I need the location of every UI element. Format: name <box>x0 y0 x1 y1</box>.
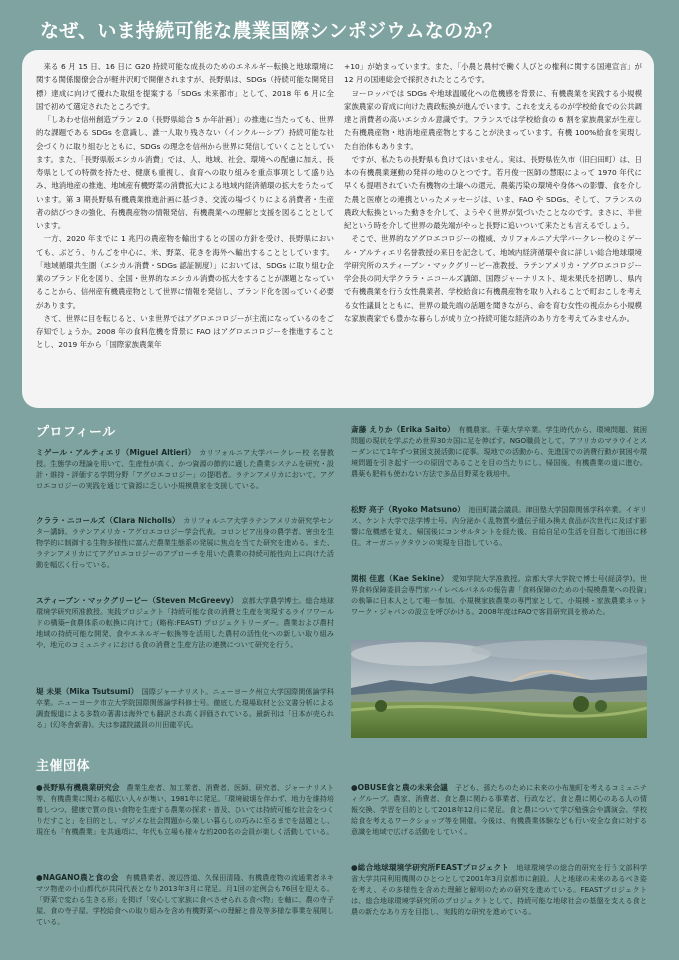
intro-paragraph: +10」が始まっています。また、「小農と農村で働く人びとの権利に関する国連宣言」が 12 月の国連総会で採択されたところです。 <box>344 62 642 85</box>
organizer-entry <box>36 872 334 927</box>
organizer-entry <box>36 782 334 837</box>
intro-paragraph: 一方、2020 年までに 1 兆円の農産物を輸出するとの国の方針を受け、長野県においても、ぶどう、りんごを中心に、米、野菜、花きを海外へ輸出することとしています。「地域循環共生圏（エシカル消費・SDGs 認証制度）」においては、SDGs に取り組む企業のブランド化を図り、全国・世界的なエシカル消費の拡大をすることが課題となっていることから、信州産有機農産物として世界に情報を発信し、ブランド化を図っていく必要があります。 <box>36 234 334 310</box>
organizer-name: ●総合地球環境学研究所FEASTプロジェクト <box>351 863 510 872</box>
profile-entry <box>351 504 647 548</box>
organizer-name: ●NAGANO農と食の会 <box>36 873 119 882</box>
organizer-name: ●長野県有機農業研究会 <box>36 783 120 792</box>
profile-name: 堤 未果（Mika Tsutsumi） <box>36 687 135 696</box>
organizer-text: 有機農業者、渡辺啓道、久保田清隆、有機農産物の流通業者ネキマツ物産の小山都代が共同代表となり2013年3月に発足。月1回の定例会も76回を迎える。「野菜で変わる生きる形」を掲げ「安心して家族に食べさせられる食べ物」を軸に、農の寺子屋、食の寺子屋、学校給食への取り組みを含め有機野菜への理解と普及等多様な事業を展開している。 <box>36 873 335 927</box>
organizer-entry <box>351 782 647 837</box>
profile-text: 愛知学院大学准教授。京都大学大学院で博士号(経済学)。世界食料保障委員会専門家ハイレベルパネルの報告書「食料保障のための小規模農業への投資」の執筆に日本人として唯一参加。小規模家族農業の専門家として、小規模・家族農業ネットワーク・ジャパンの設立を呼びかける。2008年度はFAOで客員研究員を務めた。 <box>351 574 647 617</box>
organizer-text: 地球環境学の総合的研究を行う文部科学省大学共同利用機関のひとつとして2001年3月京都市に創設。人と地球の未来のあるべき姿を考え、その多様性を含めた理解と解明のための研究を進めている。FEASTプロジェクトは、総合地球環境学研究所のプロジェクトとして、持続可能な地球社会の基盤を支える食と農の新たなあり方を目指し、実践的な研究を進めている。 <box>351 863 648 917</box>
profile-entry <box>36 447 334 491</box>
profile-text: カリフォルニア大学ラテンアメリカ研究学センター講師。ラテンアメリカ・アグロエコロジー学会代表。コロンビア出身の農学者。害虫を生物学的に制御する生物多様性に富んだ農業生態系の発展に焦点を当てた研究を進める。また、ラテンアメリカにてアグロエコロジーのアプローチを用いた農業の持続可能性向上に向けた活動を幅広く行っている。 <box>36 516 334 570</box>
profile-name: クララ・ニコールズ（Clara Nicholls） <box>36 516 176 525</box>
intro-paragraph: ヨーロッパでは SDGs や地球温暖化への危機感を背景に、有機農業を実践する小規模家族農家の育成に向けた農政転換が進んでいます。これを支えるのが学校給食での公共調達と消費者の高いエシカル意識です。フランスでは学校給食の 6 割を家族農家が生産した有機農産物・地消地産農産物とすることが決まっています。有機 100%給食を実現した自治体もあります。 <box>344 88 642 151</box>
landscape-photo <box>351 640 647 738</box>
profile-entry <box>36 595 334 650</box>
organizer-entry <box>351 862 647 917</box>
profile-name: スティーブン・マックグリービー（Steven McGreevy） <box>36 596 235 605</box>
organizer-text: 農業生産者、加工業者、消費者、医師、研究者、ジャーナリスト等、有機農業に関わる幅広い人々が集い、1981年に発足。「環境破壊を伴わず、地力を維持培養しつつ、健康で質の良い食物を生産する農業の探求・普及、ひいては持続可能な社会をつくりだすこと」を目的とし、マジメな社会問題から楽しい暮らしの巧みに至るまでを話題とし、現在も「有機農業」を共通項に、年代も立場も様々な約200名の会員が楽しく活動している。 <box>36 783 335 837</box>
intro-paragraph: 「しあわせ信州創造プラン 2.0（長野県総合 5 か年計画）」の推進に当たっても、世界的な課題である SDGs を意識し、誰一人取り残さない（インクルーシブ）持続可能な社会づくりに取り組むとともに、SDGs の理念を信州から世界に発信していくこととしています。また、「長野県版エシカル消費」では、人、地域、社会、環境への配慮に加え、長寿県としての特徴を持たせ、健康も重視し、食育への取り組みを重点事項として盛り込み、地消地産の推進、地域産有機野菜の消費拡大による地域内経済循環の拡大をうたっています。第 3 期長野県有機農業推進計画に基づき、交流の場づくりによる消費者・生産者の結びつきの強化、有機農産物の情報発信、有機農業への理解と支援を図ることとしています。 <box>36 115 334 230</box>
intro-paragraph: 来る 6 月 15 日、16 日に G20 持続可能な成長のためのエネルギー転換と地球環境に関する関係閣僚会合が軽井沢町で開催されますが、長野県は、SDGs（持続可能な開発目標）達成に向けて優れた取組を提案する「SDGs 未来都市」として、2018 年 6 月に全国で初めて選定されたところです。 <box>36 62 334 111</box>
organizer-text: 子ども、孫たちのために未来の小布施町を考えるコミュニティグループ。農家、消費者、食と農に関わる事業者、行政など、食と農に関心のある人の情報交換、学習を目的として2018年12月に発足。食と農について学び勉強会や講演会、学校給食を考えるワークショップ等を開催。今後は、有機農業体験なども行い安全な食に対する意識を地域で広げる活動をしていく。 <box>351 783 647 837</box>
profile-text: 有機農家。千葉大学卒業。学生時代から、環境問題、貧困問題の現状を学ぶため世界30カ国に足を伸ばす。NGO職員として、アフリカのマラウイとスーダンにて1年ずつ貧困支援活動に従事。現地での活動から、先進国での消費行動が貧困や環境問題を引き起す一つの原因であることを目の当たりにし、帰国後、有機農業の道に進む。農薬も肥料も使わない方法で多品目野菜を栽培中。 <box>351 425 648 479</box>
organizers-heading: 主催団体 <box>36 759 91 774</box>
profile-name: 斎藤 えりか（Erika Saito） <box>351 425 452 434</box>
profile-entry <box>36 686 334 730</box>
profile-entry <box>36 515 334 570</box>
profile-text: 京都大学農学博士。総合地球環境学研究所准教授。実践プロジェクト「持続可能な食の消費と生産を実現するライフワールドの構築─食農体系の転換に向けて」(略称:FEAST) プロジェクトリーダー。農業および農村地域の持続可能な開発、食やエネルギー転換等を活用した農村の活性化への新しい取り組みや、地元のコミュニティにおける食の消費と生産方法の連携について研究を行う。 <box>36 596 335 650</box>
intro-left-column <box>36 60 334 400</box>
profile-heading: プロフィール <box>36 425 116 440</box>
profile-entry <box>351 424 647 479</box>
profile-name: 松野 亮子（Ryoko Matsuno） <box>351 505 462 514</box>
profile-text: 国際ジャーナリスト。ニューヨーク州立大学国際関係論学科卒業。ニューヨーク市立大学院国際関係論学科修士号。徹底した現場取材と公文書分析による調査報道による多数の著書は海外でも翻訳され高く評価されている。最新刊は「日本が売られる」(幻冬舎新書)。夫は参議院議員の川田龍平氏。 <box>36 687 335 730</box>
profile-name: ミゲール・アルティエリ（Miguel Altieri） <box>36 448 192 457</box>
profile-entry <box>351 573 647 617</box>
intro-panel <box>22 50 654 408</box>
intro-right-column <box>344 60 642 400</box>
profile-name: 関根 佳恵（Kae Sekine） <box>351 574 445 583</box>
intro-paragraph: ですが、私たちの長野県も負けてはいません。実は、長野県佐久市（旧臼田町）は、日本の有機農業運動の発祥の地のひとつです。若月俊一医師の慧眼によって 1970 年代に早くも提唱されていた有機物の土壌への還元、農薬汚染の環境や身体への影響、食を介した農と医療との連携といったメッセージは、いま、FAO や SDGs、そして、フランスの農政大転換といった動きを介して、ようやく世界が気づいたことなのです。まさに、半世紀という時を介して世界の最先端がやっと長野に追いついて来たとも言えるでしょう。 <box>344 154 642 230</box>
profile-text: カリフォルニア大学バークレー校 名誉教授。生態学の理論を用いて、生産性が高く、かつ資源の節約に適した農業システムを研究・設計・維持・評価する学問分野「アグロエコロジー」の提唱者。ラテンアメリカにおいて、アグロエコロジーの実践を通じて資源に乏しい小規模農家を支援している。 <box>36 448 335 491</box>
intro-paragraph: さて、世界に目を転じると、いま世界ではアグロエコロジーが主流になっているのをご存知でしょうか。2008 年の食料危機を背景に FAO はアグロエコロジーを推進することとし、2019 年から「国際家族農業年 <box>36 313 334 350</box>
organizer-name: ●OBUSE食と農の未来会議 <box>351 783 448 792</box>
intro-paragraph: そこで、世界的なアグロエコロジーの権威、カリフォルニア大学バークレー校のミゲール・アルティエリ名誉教授の来日を記念して、地域内経済循環や食に詳しい総合地球環境学研究所のスティーブン・マックグリービー准教授、ラテンアメリカ・アグロエコロジー学会長の同大学クララ・ニコールズ講師、国際ジャーナリスト、堤未果氏を招聘し、県内で有機農業を行う女性農業者、学校給食に有機農産物を取り入れることで町おこしを考える女性議員とともに、世界の最先端の話題を聞きながら、命を育む女性の視点から小規模な家族農家でも豊かな暮らしが成り立つ持続可能な経済のあり方を考えてみませんか。 <box>344 234 642 323</box>
profile-text: 池田町議会議員。津田塾大学国際関係学科卒業。イギリス、ケント大学で法学博士号。内分泌かく乱物質や遺伝子組み換え食品が次世代に及ぼす影響に危機感を覚え、帰国後にコンサルタントを経た後、自給自足の生活を目指して池田に移住。オーガニックタウンの実現を目指している。 <box>351 505 647 548</box>
page-title: なぜ、いま持続可能な農業国際シンポジウムなのか？ <box>40 20 502 42</box>
